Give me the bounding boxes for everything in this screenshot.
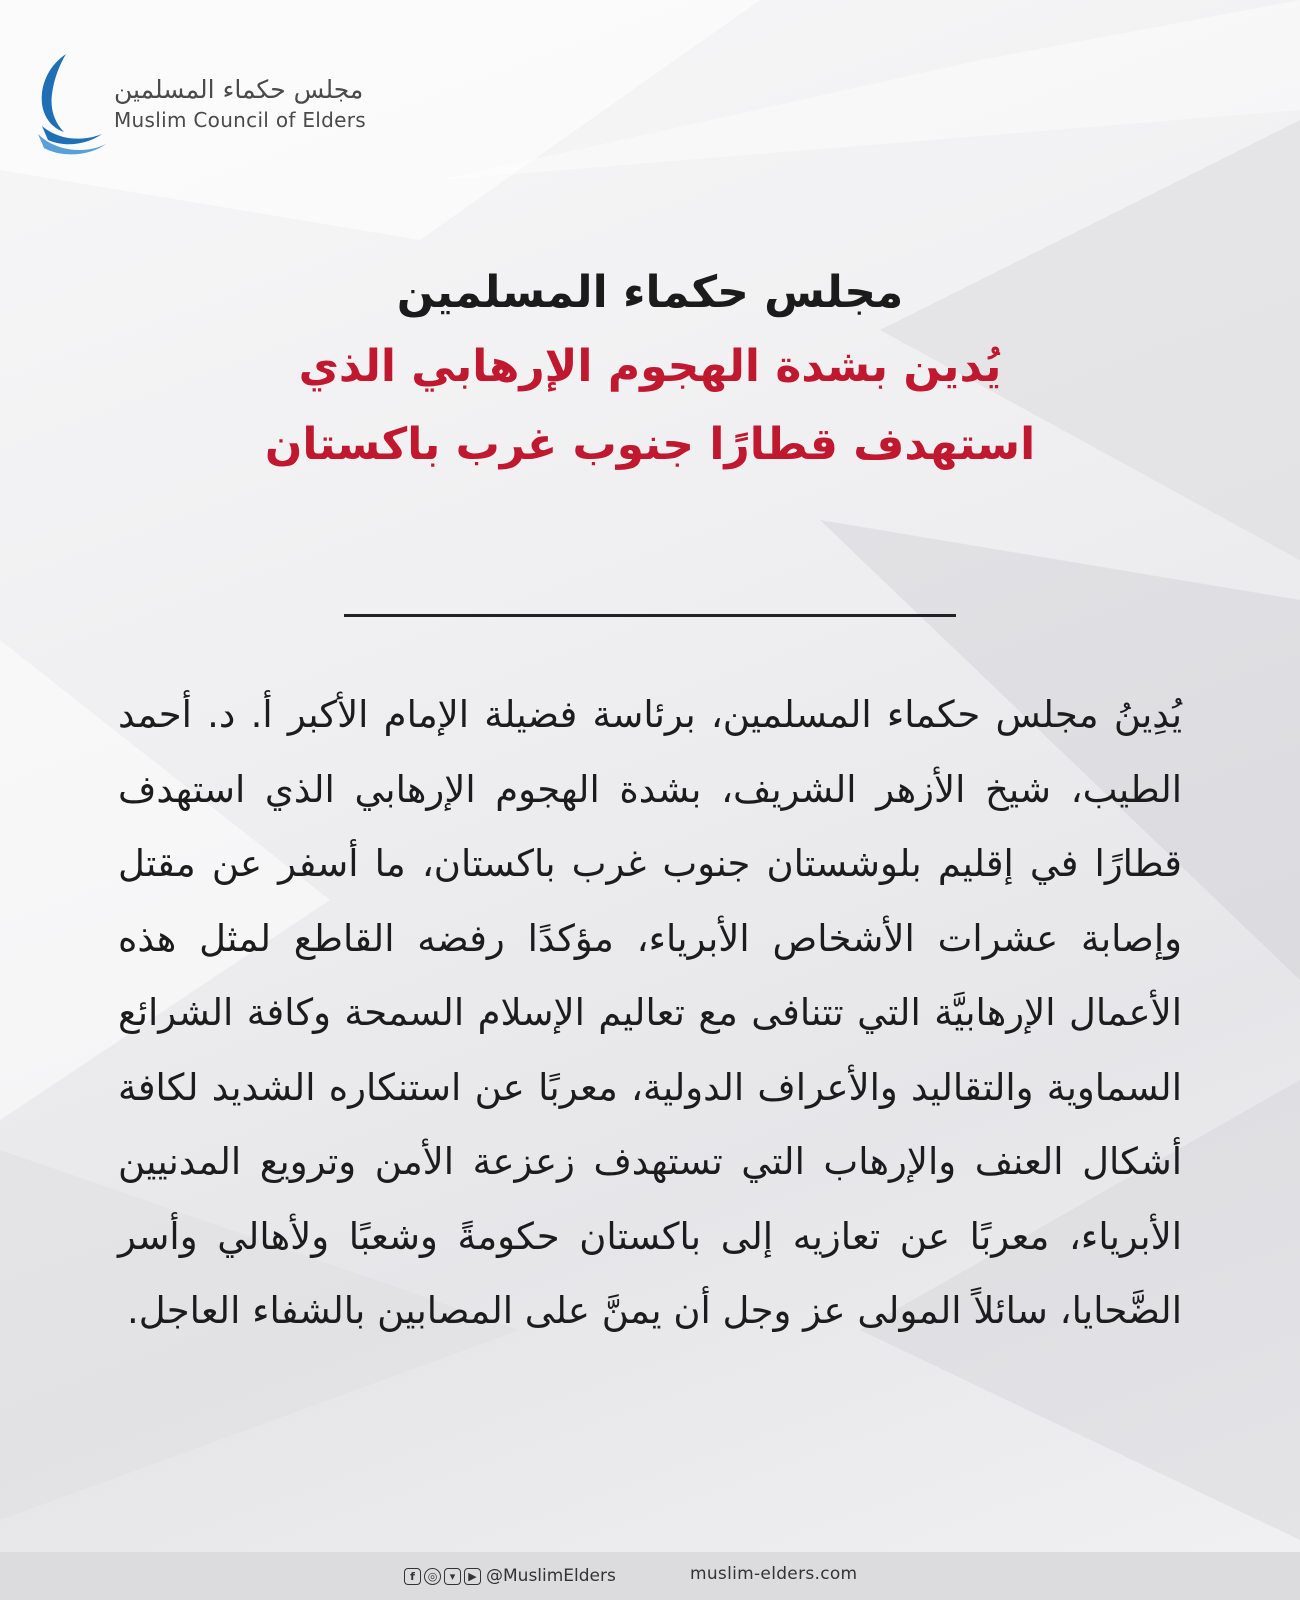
headline-organization: مجلس حكماء المسلمين [396, 267, 904, 318]
social-links [404, 1564, 616, 1588]
social-handle[interactable]: @MuslimElders [486, 1566, 616, 1586]
brand-name-arabic: مجلس حكماء المسلمين [114, 75, 364, 104]
website-link[interactable]: muslim-elders.com [690, 1564, 858, 1584]
divider [344, 614, 956, 617]
headline-title-line-2: استهدف قطارًا جنوب غرب باكستان [264, 419, 1036, 470]
headline [100, 258, 1200, 484]
statement-body: يُدِينُ مجلس حكماء المسلمين، برئاسة فضيلة الإمام الأكبر أ. د. أحمد الطيب، شيخ الأزهر الشريف، بشدة الهجوم الإرهابي الذي استهدف قطارًا في إقليم بلوشستان جنوب غرب باكستان، ما أسفر عن مقتل وإصابة عشرات الأشخاص الأبرياء، مؤكدًا رفضه القاطع لمثل هذه الأعمال الإرهابيَّة التي تتنافى مع تعاليم الإسلام السمحة وكافة الشرائع السماوية والتقاليد والأعراف الدولية، معربًا عن استنكاره الشديد لكافة أشكال العنف والإرهاب التي تستهدف زعزعة الأمن وترويع المدنيين الأبرياء، معربًا عن تعازيه إلى باكستان حكومةً وشعبًا ولأهالي وأسر الضَّحايا، سائلاً المولى عز وجل أن يمنَّ على المصابين بالشفاء العاجل. [118, 693, 1182, 1332]
youtube-icon[interactable]: ▶ [464, 1568, 481, 1585]
brand-logo [36, 52, 376, 162]
crescent-boat-logo-icon [36, 52, 108, 156]
instagram-icon[interactable]: ◎ [424, 1568, 441, 1585]
twitter-icon[interactable]: ▾ [444, 1568, 461, 1585]
footer-bar [0, 1552, 1300, 1600]
facebook-icon[interactable]: f [404, 1568, 421, 1585]
headline-title-line-1: يُدين بشدة الهجوم الإرهابي الذي [298, 341, 1002, 392]
brand-name-english: Muslim Council of Elders [114, 108, 366, 132]
